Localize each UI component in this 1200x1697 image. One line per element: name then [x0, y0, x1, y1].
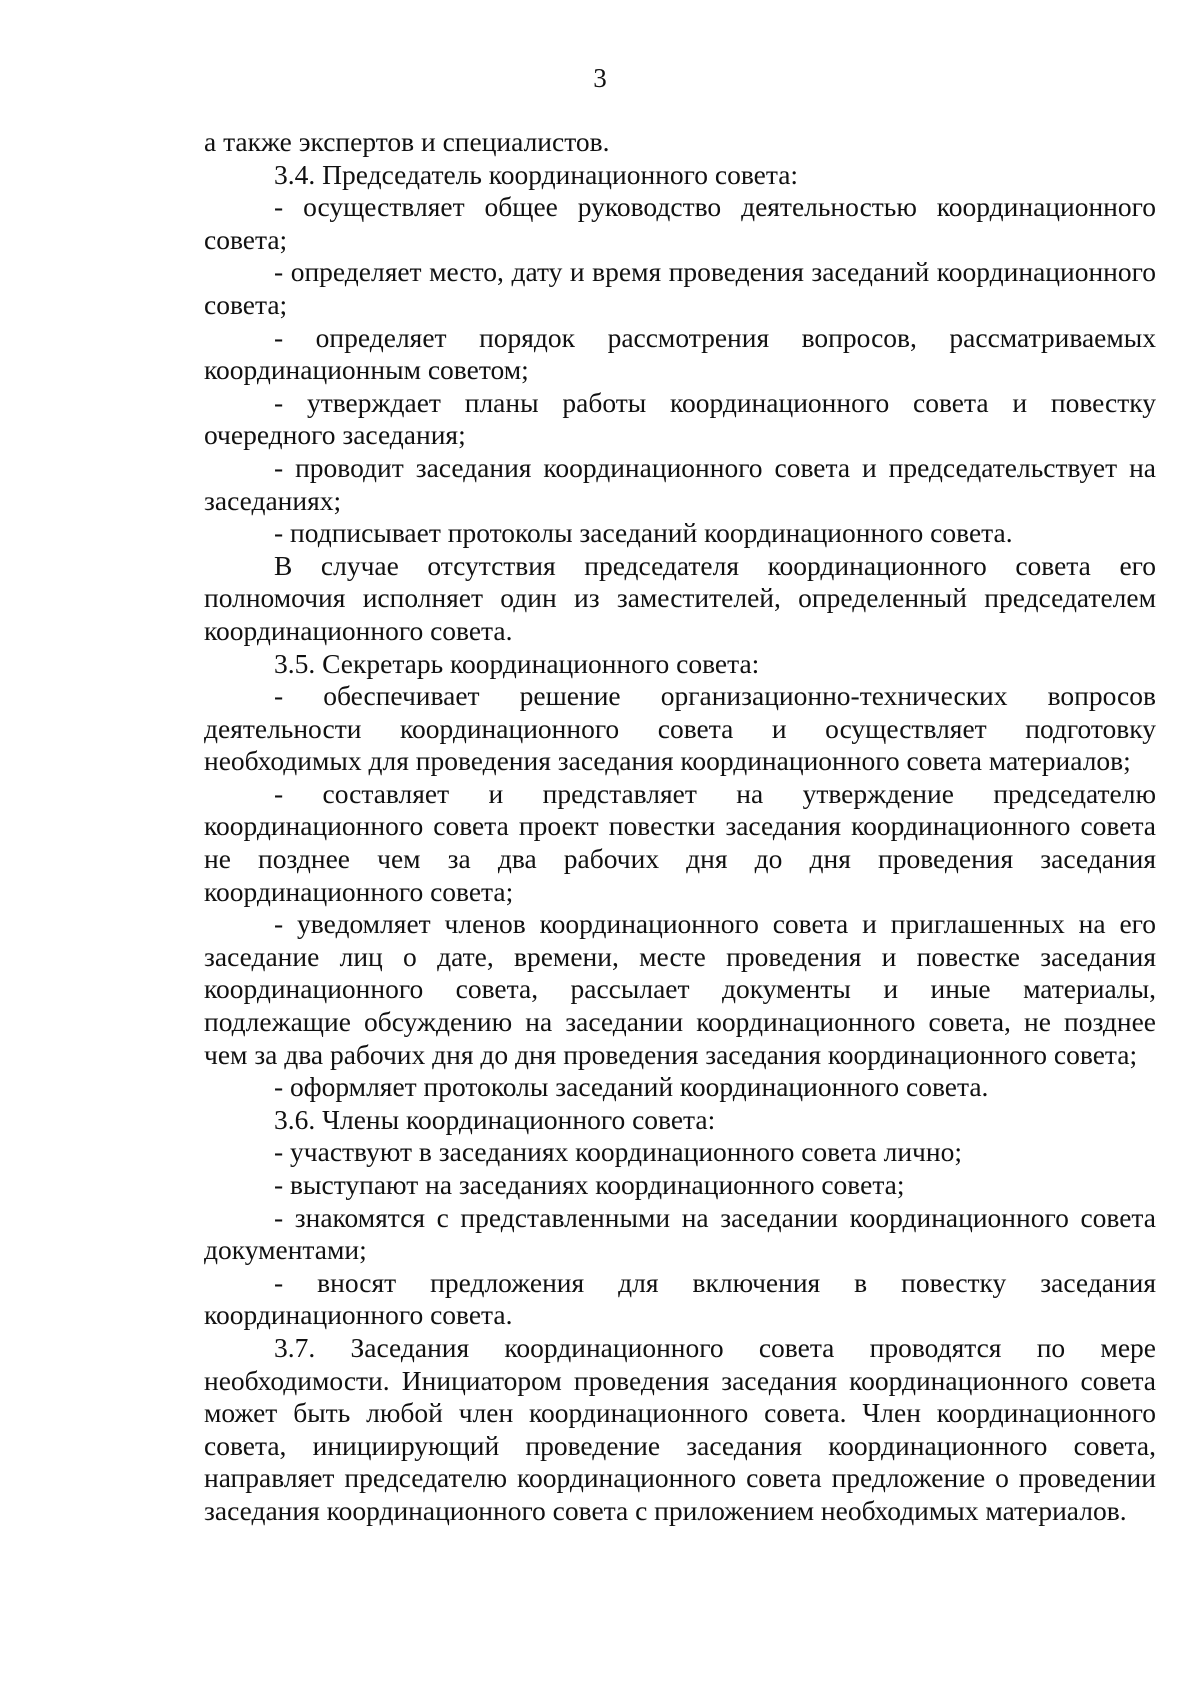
paragraph: 3.4. Председатель координационного совета:	[274, 158, 799, 190]
paragraph: - обеспечивает решение организационно-технических вопросов деятельности координационного совета и осуществляет подготовку необходимых для проведения заседания координационного совета материалов;	[204, 680, 1156, 777]
paragraph: В случае отсутствия председателя координационного совета его полномочия исполняет один из заместителей, определенный председателем координационного совета.	[204, 549, 1156, 646]
paragraph: - уведомляет членов координационного совета и приглашенных на его заседание лиц о дате, времени, месте проведения и повестке заседания координационного совета, рассылает документы и иные материалы, подлежащие обсуждению на заседании координационного совета, не позднее чем за два рабочих дня до дня проведения заседания координационного совета;	[204, 908, 1156, 1070]
paragraph: 3.6. Члены координационного совета:	[274, 1103, 716, 1135]
paragraph: - определяет порядок рассмотрения вопросов, рассматриваемых координационным советом;	[204, 321, 1156, 386]
paragraph: - подписывает протоколы заседаний координационного совета.	[274, 517, 1013, 549]
document-body	[204, 126, 1156, 1528]
paragraph: - проводит заседания координационного совета и председательствует на заседаниях;	[204, 451, 1156, 516]
paragraph: - осуществляет общее руководство деятельностью координационного совета;	[204, 191, 1156, 255]
paragraph: - определяет место, дату и время проведения заседаний координационного совета;	[204, 256, 1156, 320]
paragraph: 3.7. Заседания координационного совета проводятся по мере необходимости. Инициатором проведения заседания координационного совета может быть любой член координационного совета. Член координационного совета, инициирующий проведение заседания координационного совета, направляет председателю координационного совета предложение о проведении заседания координационного совета с приложением необходимых материалов.	[204, 1331, 1156, 1526]
paragraph: - выступают на заседаниях координационного совета;	[274, 1169, 905, 1200]
paragraph: - составляет и представляет на утверждение председателю координационного совета проект повестки заседания координационного совета не позднее чем за два рабочих дня до дня проведения заседания координационного совета;	[204, 777, 1156, 907]
paragraph: - вносят предложения для включения в повестку заседания координационного совета.	[204, 1266, 1156, 1331]
paragraph: - оформляет протоколы заседаний координационного совета.	[274, 1071, 989, 1103]
paragraph: - утверждает планы работы координационного совета и повестку очередного заседания;	[204, 386, 1156, 451]
paragraph: - знакомятся с представленными на заседании координационного совета документами;	[204, 1201, 1156, 1266]
paragraph: 3.5. Секретарь координационного совета:	[274, 647, 760, 679]
paragraph: - участвуют в заседаниях координационного совета лично;	[274, 1136, 962, 1168]
paragraph: а также экспертов и специалистов.	[204, 126, 610, 157]
page-number: 3	[593, 63, 607, 93]
